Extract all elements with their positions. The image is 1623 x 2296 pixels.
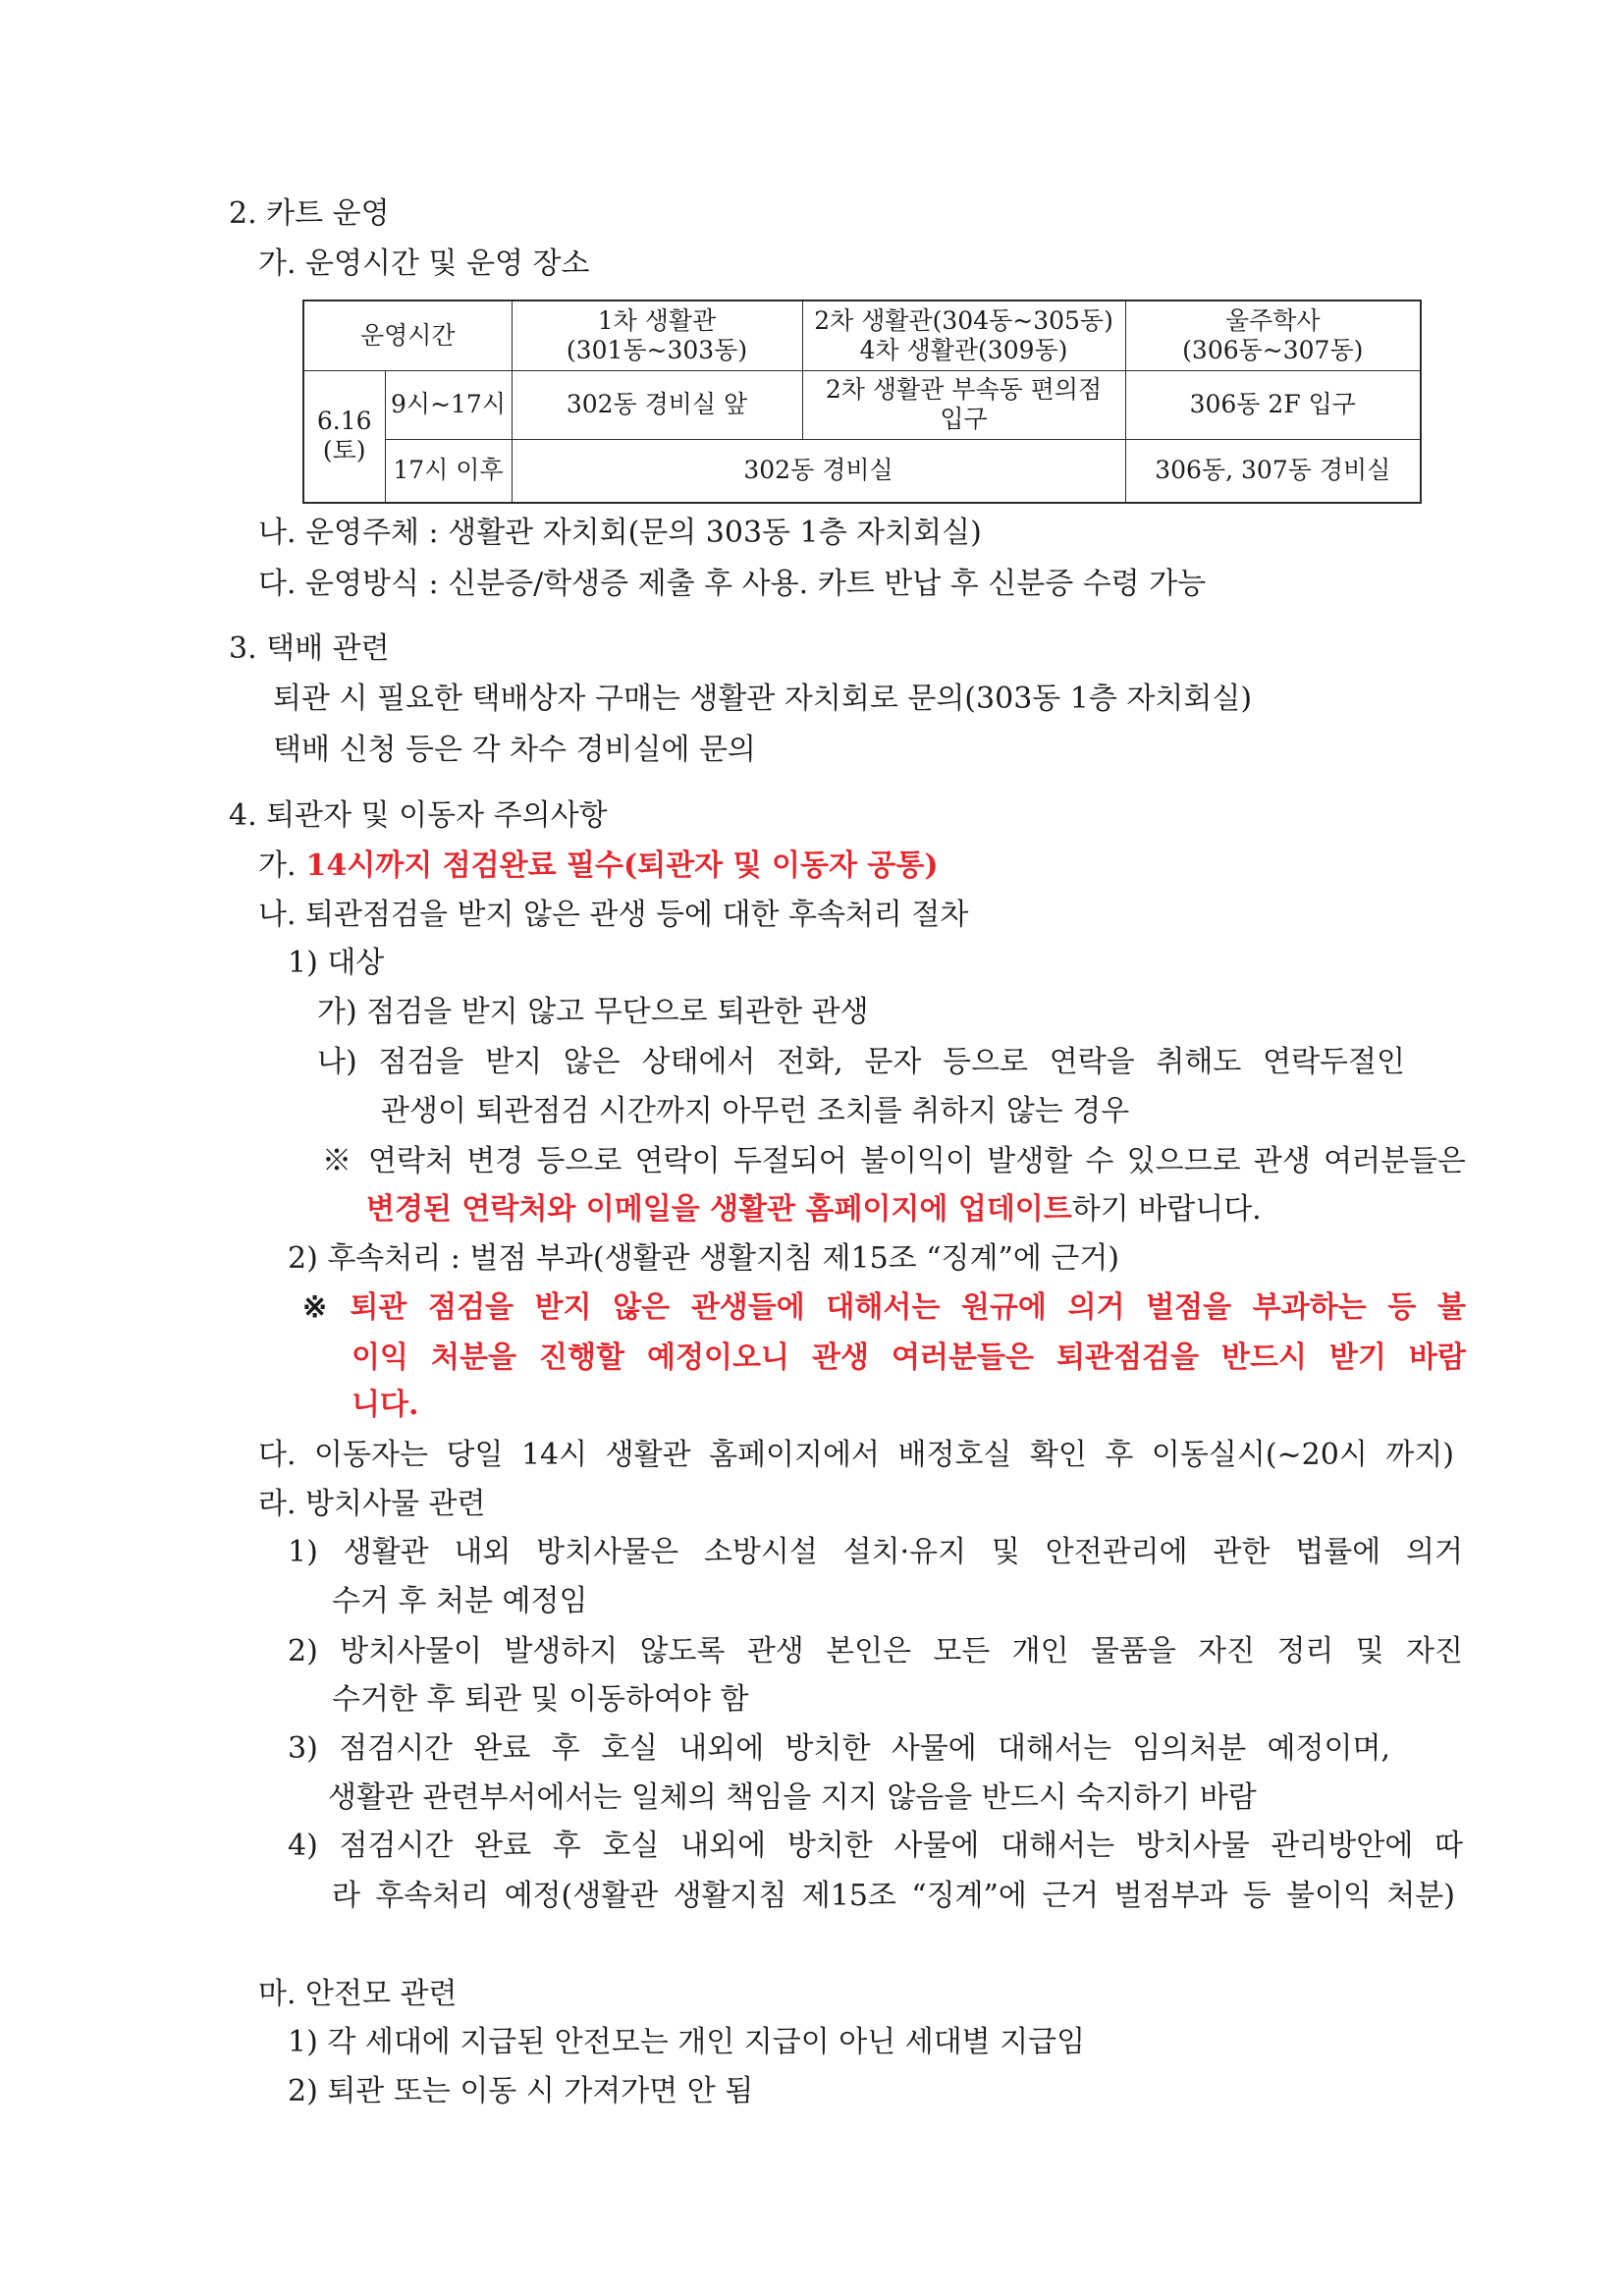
abandoned-item-continued: 수거한 후 퇴관 및 이동하여야 함 — [332, 1682, 749, 1717]
header-dorm2 — [802, 301, 1125, 370]
contact-update-note: ※ 연락처 변경 등으로 연락이 두절되어 불이익이 발생할 수 있으므로 관생 여러분들은 — [322, 1144, 1466, 1178]
table-header-row — [303, 301, 1421, 370]
cart-method: 다. 운영방식 : 신분증/학생증 제출 후 사용. 카트 반납 후 신분증 수령 가능 — [258, 567, 1207, 601]
penalty-notice — [302, 1290, 1466, 1326]
ulju-location-cell: 306동, 307동 경비실 — [1125, 439, 1421, 503]
header-ulju-line: 울주학사 — [1224, 305, 1321, 335]
penalty-notice-continued: 이익 처분을 진행할 예정이오니 관생 여러분들은 퇴관점검을 반드시 받기 바람 — [352, 1340, 1466, 1375]
contact-update-note-continued — [366, 1192, 1495, 1228]
target-item-a: 가) 점검을 받지 않고 무단으로 퇴관한 관생 — [317, 995, 869, 1029]
header-hours: 운영시간 — [303, 301, 512, 370]
time-cell: 17시 이후 — [385, 439, 512, 503]
header-dorm2-line: 2차 생활관(304동~305동) — [814, 305, 1113, 335]
header-ulju-line: (306동~307동) — [1182, 335, 1364, 364]
date-line: (토) — [322, 436, 366, 465]
emphasis-text: 퇴관 점검을 받지 않은 관생들에 대해서는 원규에 의거 벌점을 부과하는 등 불 — [350, 1290, 1466, 1325]
header-dorm1 — [512, 301, 802, 370]
penalty-notice-end: 니다. — [352, 1388, 419, 1422]
table-row — [303, 439, 1421, 503]
header-dorm2-line: 4차 생활관(309동) — [859, 335, 1068, 364]
section-heading-checkout: 4. 퇴관자 및 이동자 주의사항 — [229, 798, 608, 833]
cart-schedule-heading: 가. 운영시간 및 운영 장소 — [258, 246, 590, 281]
item-label: 가. — [258, 848, 297, 883]
date-line: 6.16 — [316, 407, 372, 436]
target-item-b-continued: 관생이 퇴관점검 시간까지 아무런 조치를 취하지 않는 경우 — [381, 1094, 1130, 1128]
section-heading-parcel: 3. 택배 관련 — [229, 631, 390, 666]
dorm1-dorm2-location-cell: 302동 경비실 — [512, 439, 1125, 503]
emphasis-text: 14시까지 점검완료 필수(퇴관자 및 이동자 공통) — [305, 848, 939, 883]
abandoned-item: 3) 점검시간 완료 후 호실 내외에 방치한 사물에 대해서는 임의처분 예정이며, — [288, 1731, 1390, 1766]
checkout-item-na: 나. 퇴관점검을 받지 않은 관생 등에 대한 후속처리 절차 — [258, 898, 969, 932]
abandoned-item: 1) 생활관 내외 방치사물은 소방시설 설치·유지 및 안전관리에 관한 법률에 의거 — [288, 1535, 1463, 1569]
target-item-b: 나) 점검을 받지 않은 상태에서 전화, 문자 등으로 연락을 취해도 연락두절인 — [317, 1045, 1405, 1079]
dorm1-location-cell: 302동 경비실 앞 — [512, 370, 802, 439]
abandoned-item-continued: 생활관 관련부서에서는 일체의 책임을 지지 않음을 반드시 숙지하기 바람 — [328, 1780, 1257, 1815]
helmet-item: 1) 각 세대에 지급된 안전모는 개인 지급이 아닌 세대별 지급임 — [288, 2025, 1086, 2059]
header-dorm1-line: (301동~303동) — [566, 335, 748, 364]
abandoned-item: 2) 방치사물이 발생하지 않도록 관생 본인은 모든 개인 물품을 자진 정리 및 자진 — [288, 1634, 1463, 1668]
abandoned-heading: 라. 방치사물 관련 — [258, 1487, 486, 1521]
dorm2-location-line: 2차 생활관 부속동 편의점 — [825, 375, 1103, 404]
abandoned-item: 4) 점검시간 완료 후 호실 내외에 방치한 사물에 대해서는 방치사물 관리방안에 따 — [288, 1829, 1463, 1863]
helmet-item: 2) 퇴관 또는 이동 시 가져가면 안 됨 — [288, 2074, 754, 2108]
emphasis-text: 변경된 연락처와 이메일을 생활관 홈페이지에 업데이트 — [366, 1192, 1072, 1227]
helmet-heading: 마. 안전모 관련 — [258, 1977, 458, 2011]
date-cell — [303, 370, 385, 503]
parcel-line: 퇴관 시 필요한 택배상자 구매는 생활관 자치회로 문의(303동 1층 자치회실) — [273, 682, 1253, 716]
cart-schedule-table — [302, 300, 1422, 504]
dorm2-location-line: 입구 — [940, 405, 988, 433]
abandoned-item-continued: 수거 후 처분 예정임 — [332, 1584, 588, 1618]
header-dorm1-line: 1차 생활관 — [597, 305, 717, 335]
header-ulju — [1125, 301, 1421, 370]
cart-operator: 나. 운영주체 : 생활관 자치회(문의 303동 1층 자치회실) — [258, 516, 982, 550]
checkout-item-ga — [258, 848, 1387, 884]
dorm2-location-cell — [802, 370, 1125, 439]
reference-mark: ※ — [302, 1290, 339, 1325]
target-heading: 1) 대상 — [288, 946, 385, 980]
parcel-line: 택배 신청 등은 각 차수 경비실에 문의 — [273, 733, 756, 767]
time-cell: 9시~17시 — [385, 370, 512, 439]
ulju-location-cell: 306동 2F 입구 — [1125, 370, 1421, 439]
note-tail: 하기 바랍니다. — [1071, 1192, 1262, 1227]
abandoned-item-continued: 라 후속처리 예정(생활관 생활지침 제15조 “징계”에 근거 벌점부과 등 불이익 처분) — [332, 1879, 1455, 1913]
table-row — [303, 370, 1421, 439]
checkout-item-da: 다. 이동자는 당일 14시 생활관 홈페이지에서 배정호실 확인 후 이동실시(~20시 까지) — [258, 1438, 1454, 1472]
section-heading-cart: 2. 카트 운영 — [229, 196, 390, 231]
followup-heading: 2) 후속처리 : 벌점 부과(생활관 생활지침 제15조 “징계”에 근거) — [288, 1241, 1120, 1276]
